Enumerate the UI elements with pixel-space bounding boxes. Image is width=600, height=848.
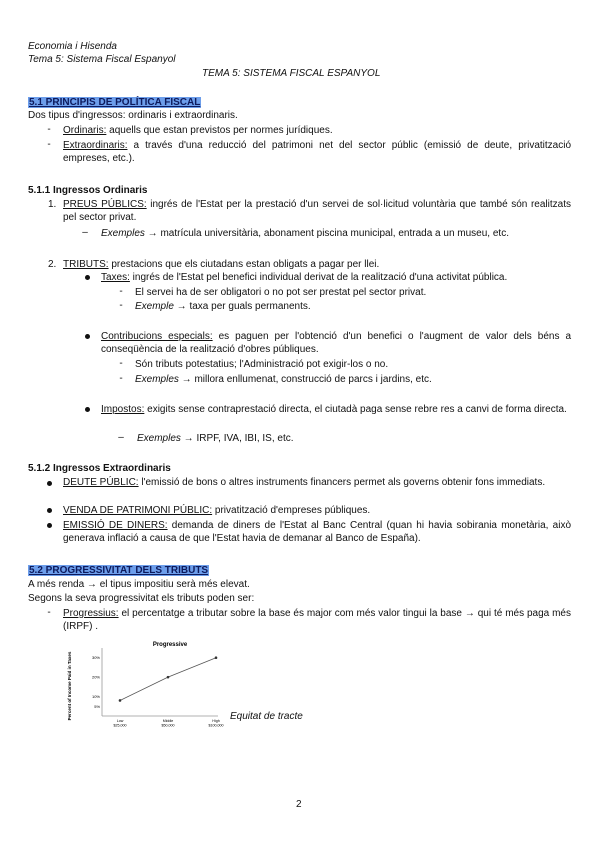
list-number: 1. — [48, 199, 57, 210]
item-taxes: Taxes: ingrés de l'Estat pel benefici individual derivat de la realització d'una activitat pública. — [101, 272, 508, 283]
section-heading-5-1-1: 5.1.1 Ingressos Ordinaris — [28, 185, 148, 196]
bullet-marker — [47, 508, 52, 513]
chart-y-tick-label: 30% — [91, 655, 100, 661]
item-emissio-diners: EMISSIÓ DE DINERS: demanda de diners de l'Estat al Banc Central (quan hi havia sobirania monetària, això generava inflació a causa de que l'Estat havia de demanar al Banco de España). — [63, 520, 572, 544]
page-title: TEMA 5: SISTEMA FISCAL ESPANYOL — [202, 68, 381, 79]
chart-title: Progressive — [152, 642, 188, 648]
chart-data-point — [119, 699, 122, 702]
s51-intro: Dos tipus d'ingressos: ordinaris i extraordinaris. — [28, 110, 238, 121]
dash-marker: - — [47, 124, 51, 135]
impostos-sub: Exemples → IRPF, IVA, IBI, IS, etc. — [137, 433, 294, 444]
dash-marker: - — [47, 607, 51, 618]
dash-marker: - — [119, 286, 123, 297]
list-number: 2. — [48, 259, 57, 270]
bullet-marker — [85, 334, 90, 339]
progressive-tax-chart — [60, 638, 230, 738]
chart-series-line — [120, 658, 216, 701]
section-heading-5-2: 5.2 PROGRESSIVITAT DELS TRIBUTS — [29, 565, 209, 576]
chart-x-tick-label: High — [212, 719, 220, 723]
chart-x-tick-value: $25,000 — [113, 723, 127, 728]
course-name: Economia i Hisenda — [28, 41, 117, 52]
topic-subtitle: Tema 5: Sistema Fiscal Espanyol — [28, 54, 176, 65]
chart-y-axis-label: Percent of Income Paid in Taxes — [67, 651, 72, 721]
s51-item-extraordinaris: Extraordinaris: a través d'una reducció del patrimoni net del sector públic (emissió de deute, privatització empreses, etc.). — [63, 140, 571, 164]
dash-marker: – — [118, 432, 124, 443]
chart-y-tick-label: 20% — [91, 674, 100, 680]
item-impostos: Impostos: exigits sense contraprestació directa, el ciutadà paga sense rebre res a canvi de forma directa. — [101, 404, 567, 415]
chart-x-tick-value: $50,000 — [161, 723, 175, 728]
bullet-marker — [85, 407, 90, 412]
dash-marker: - — [119, 300, 123, 311]
item-tributs: TRIBUTS: prestacions que els ciutadans estan obligats a pagar per llei. — [63, 259, 380, 270]
dash-marker: - — [119, 358, 123, 369]
chart-data-point — [215, 656, 218, 659]
bullet-marker — [47, 481, 52, 486]
chart-caption: Equitat de tracte — [230, 711, 303, 722]
chart-y-tick-label: 5% — [94, 703, 100, 709]
item-progressius: Progressius: el percentatge a tributar sobre la base és major com més valor tingui la base → qui té més paga més (IRPF) . — [63, 608, 571, 632]
section-heading-5-1-2: 5.1.2 Ingressos Extraordinaris — [28, 463, 171, 474]
item-contribucions: Contribucions especials: es paguen per l'obtenció d'un benefici o l'augment de valor dels béns a conseqüència de la realització d'obres públiques. — [101, 331, 572, 355]
contrib-sub-1: Són tributs potestatius; l'Administració pot exigir-los o no. — [135, 359, 389, 370]
dash-marker: - — [119, 373, 123, 384]
taxes-sub-2: Exemple → taxa per guals permanents. — [135, 301, 311, 312]
item-preus-publics: PREUS PÚBLICS: ingrés de l'Estat per la prestació d'un servei de sol·licitud voluntària que també són realitzats pel sector privat. — [63, 199, 571, 223]
contrib-sub-2: Exemples → millora enllumenat, construcció de parcs i jardins, etc. — [135, 374, 432, 385]
dash-marker: - — [47, 139, 51, 150]
item-venda-patrimoni: VENDA DE PATRIMONI PÚBLIC: privatització d'empreses públiques. — [63, 505, 371, 516]
chart-y-tick-label: 10% — [91, 694, 100, 700]
s51-item-ordinaris: Ordinaris: aquells que estan previstos per normes jurídiques. — [63, 125, 333, 136]
chart-x-tick-label: Middle — [162, 719, 174, 723]
section-heading-5-1: 5.1 PRINCIPIS DE POLÍTICA FISCAL — [29, 97, 201, 108]
bullet-marker — [47, 523, 52, 528]
s52-line-1: A més renda → el tipus impositiu serà més elevat. — [28, 579, 250, 590]
chart-data-point — [167, 676, 170, 679]
chart-x-tick-value: $100,000 — [208, 723, 224, 728]
taxes-sub-1: El servei ha de ser obligatori o no pot ser prestat pel sector privat. — [135, 287, 427, 298]
page-number: 2 — [296, 799, 302, 810]
item-deute-public: DEUTE PÚBLIC: l'emissió de bons o altres instruments financers permet als governs obtenir fons immediats. — [63, 477, 546, 488]
dash-marker: – — [82, 227, 88, 238]
s52-line-2: Segons la seva progressivitat els tributs poden ser: — [28, 593, 255, 604]
preus-publics-examples: Exemples → matrícula universitària, abonament piscina municipal, entrada a un museu, etc. — [101, 228, 509, 239]
bullet-marker — [85, 275, 90, 280]
chart-x-tick-label: Low — [116, 719, 124, 723]
